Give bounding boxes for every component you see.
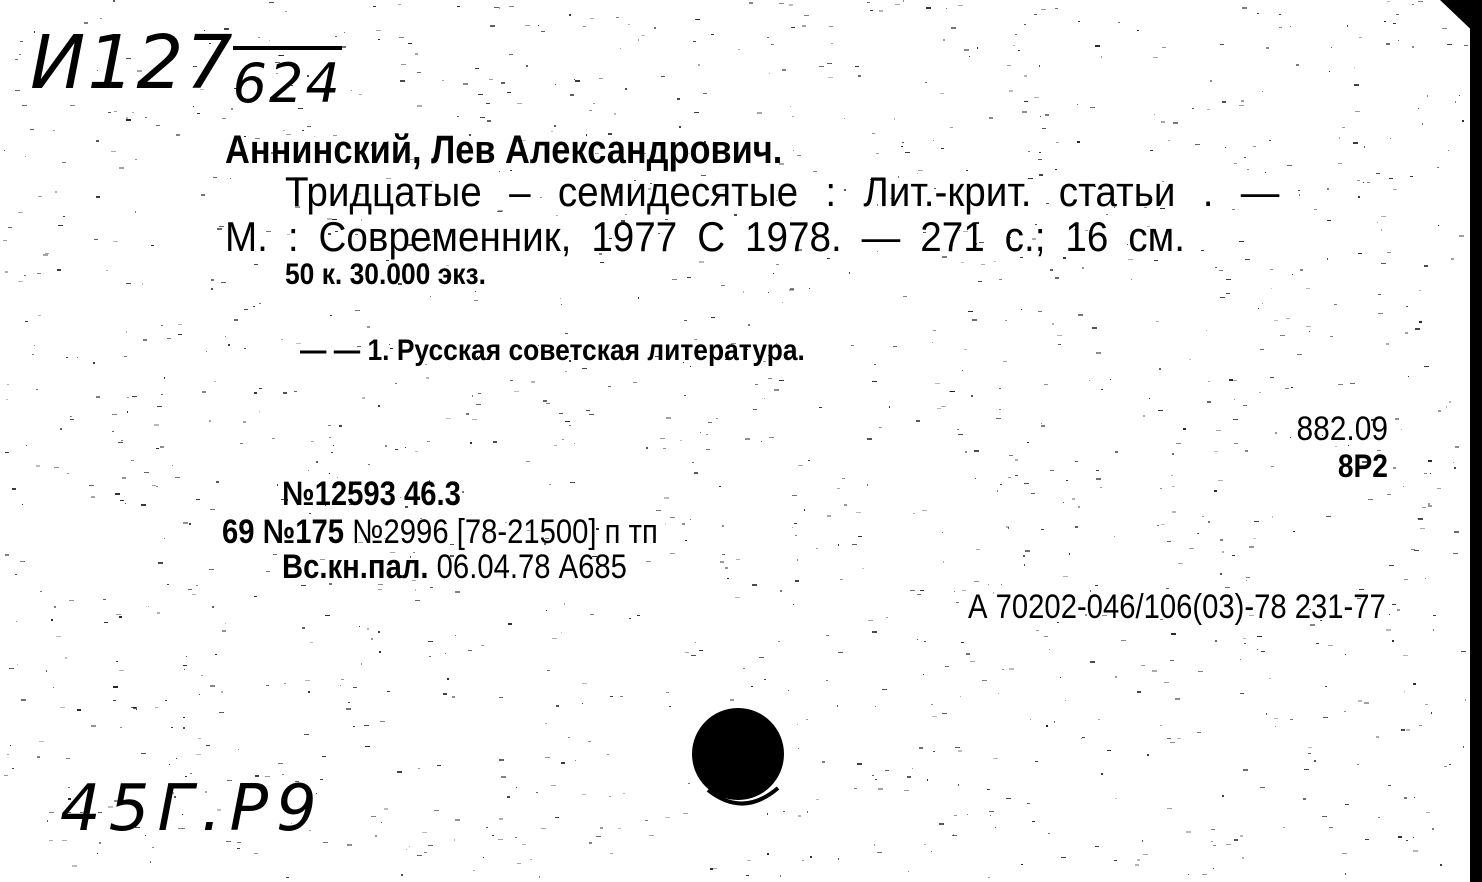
handwritten-call-number: [30, 20, 342, 115]
registration-line-2-bold: 69 №175: [222, 513, 345, 551]
registration-line-2-rest: №2996 [78-21500] п тп: [344, 513, 658, 551]
title-statement: Тридцатые – семидесятые : Лит.-крит. статьи . —: [285, 168, 1280, 215]
registration-line-3: [282, 548, 627, 587]
registration-line-2: [222, 513, 658, 552]
author-mark: 8Р2: [1337, 448, 1388, 484]
registration-line-1: №12593 46.3: [282, 475, 461, 513]
series-code: А 70202-046/106(03)-78 231-77: [968, 588, 1386, 626]
price-and-print-run: 50 к. 30.000 экз.: [285, 258, 486, 291]
registration-line-3-rest: 06.04.78 А685: [428, 548, 627, 586]
author-heading: Аннинский, Лев Александрович.: [225, 128, 783, 172]
classification-index: 882.09: [1296, 410, 1388, 448]
call-number-overlined: 624: [233, 46, 342, 115]
publication-statement: М. : Современник, 1977 С 1978. — 271 с.; 16 см.: [225, 213, 1185, 260]
punch-hole-shadow: [706, 784, 780, 814]
call-number-prefix: И127: [30, 20, 235, 106]
registration-line-3-bold: Вс.кн.пал.: [282, 548, 429, 586]
subject-heading: — — 1. Русская советская литература.: [300, 334, 805, 367]
handwritten-shelf-mark: 45Г.Р9: [60, 772, 325, 846]
